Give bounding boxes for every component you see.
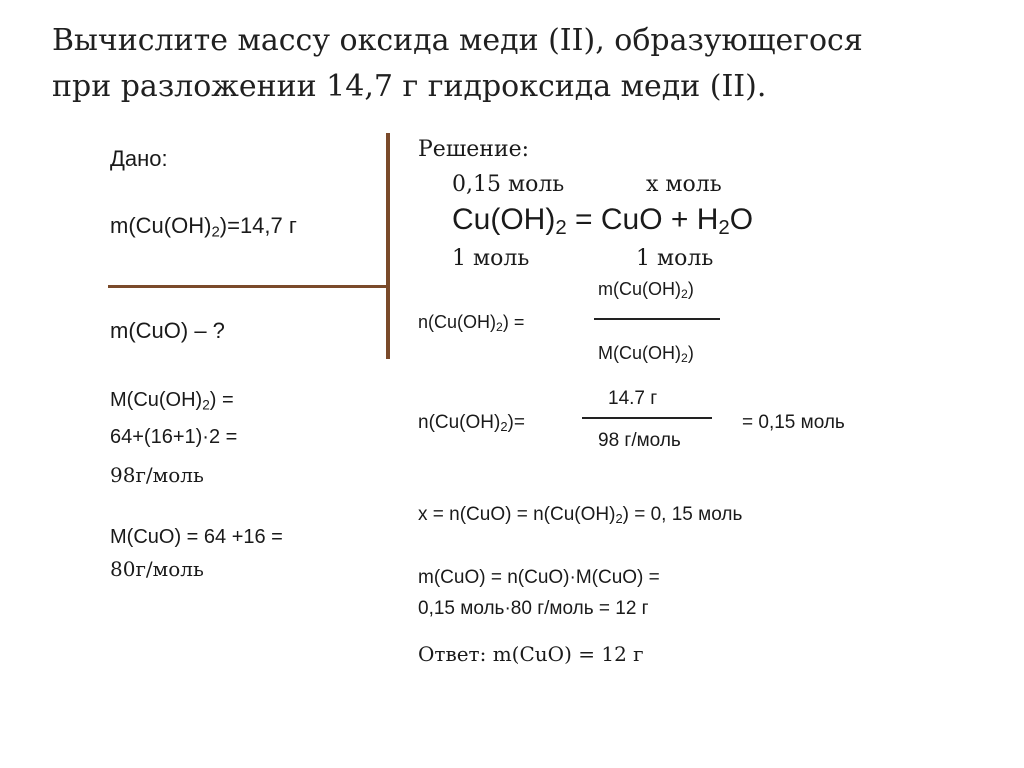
find-mass-oxide: m(CuO) – ? <box>110 318 225 343</box>
mass-calc-line1: m(CuO) = n(CuO)·M(CuO) = <box>418 567 660 588</box>
given-label: Дано: <box>110 146 168 171</box>
molar-mass-hydroxide-line1: $M(Cu(OH)_2)$ = <box>110 389 234 413</box>
slide-title <box>52 18 863 110</box>
frac2-result: = 0,15 моль <box>742 412 845 433</box>
molar-mass-hydroxide-line2: 64+(16+1)·2 = <box>110 426 238 448</box>
horizontal-divider <box>108 285 390 288</box>
frac2-numerator: 14.7 г <box>608 388 658 409</box>
frac2-bar <box>582 417 712 419</box>
vertical-divider <box>386 133 390 359</box>
moles-bottom-left: 1 моль <box>452 246 530 271</box>
molar-mass-oxide-line2: 80г/моль <box>110 557 204 581</box>
reaction-equation: $Cu(OH)_2$ = CuO + $H_2O$ <box>452 203 754 240</box>
x-equation: $x = n(CuO) = n(Cu(OH)_2) = 0$, 15 моль <box>418 504 743 527</box>
frac1-denominator: $M(Cu(OH)_2)$ <box>598 343 694 366</box>
moles-top-left: 0,15 моль <box>452 172 565 197</box>
moles-bottom-right: 1 моль <box>636 246 714 271</box>
molar-mass-oxide-line1: M(CuO) = 64 +16 = <box>110 526 283 548</box>
frac2-denominator: 98 г/моль <box>598 430 681 451</box>
answer-line: Ответ: m(CuO) = 12 г <box>418 642 644 666</box>
given-mass-hydroxide: $m(Cu(OH)_2)=14,7$ г <box>110 213 297 241</box>
frac1-numerator: $m(Cu(OH)_2)$ <box>598 279 694 302</box>
molar-mass-hydroxide-line3: 98г/моль <box>110 463 204 487</box>
solution-label: Решение: <box>418 137 530 162</box>
title-line-2: при разложении 14,7 г гидроксида меди (II). <box>52 69 767 104</box>
n-calc-label: $n(Cu(OH)_2)=$ <box>418 412 525 435</box>
moles-top-right: x моль <box>646 172 722 197</box>
mass-calc-line2: 0,15 моль·80 г/моль = 12 г <box>418 598 649 619</box>
n-formula-label: $n(Cu(OH)_2)$ = <box>418 312 525 335</box>
frac1-bar <box>594 318 720 320</box>
title-line-1: Вычислите массу оксида меди (II), образующегося <box>52 23 863 58</box>
